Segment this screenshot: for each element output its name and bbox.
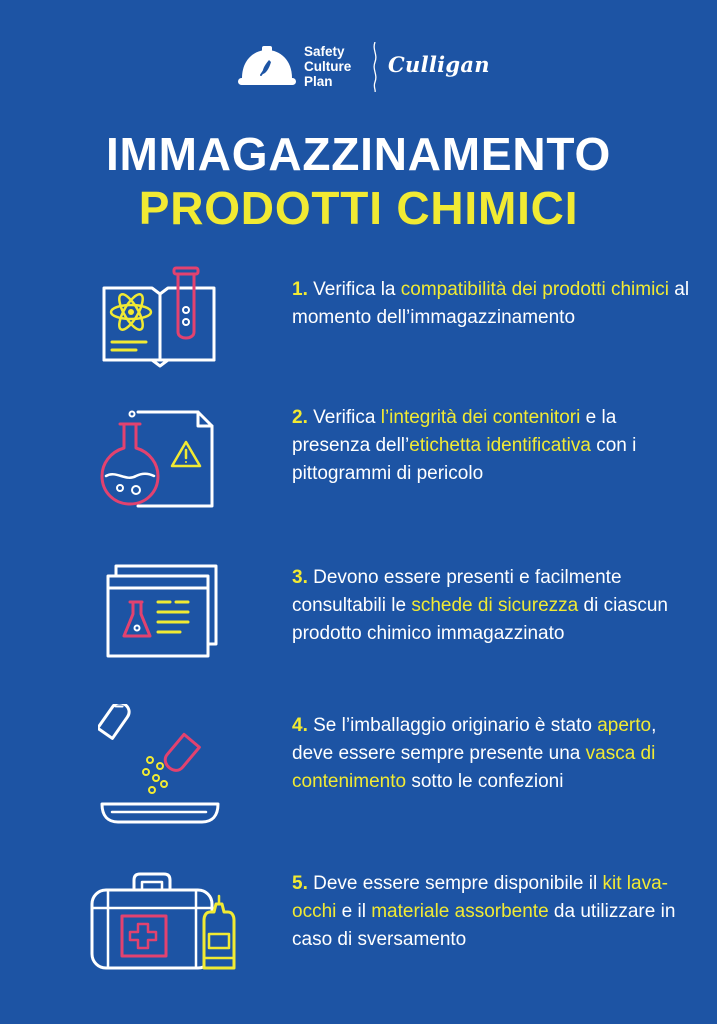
text: e la presenza dell’ [292,407,617,456]
text: sotto le confezioni [406,771,564,792]
text: di ciascun prodotto chimico immagazzinato [292,595,668,644]
highlight-text: l’integrità dei contenitori [380,407,581,428]
safety-data-sheet-icon [104,562,220,660]
highlight-text: vasca di contenimento [292,743,656,792]
title-line-2: PRODOTTI CHIMICI [138,182,579,234]
highlight-text: aperto [597,715,652,736]
flask-hazard-label-icon [96,404,220,516]
capsule-containment-tray-icon [98,704,222,834]
highlight-text: etichetta identificativa [409,435,591,456]
text: con i pittogrammi di pericolo [292,435,637,484]
item-text [292,564,692,648]
first-aid-kit-eyewash-icon [88,868,238,974]
chemistry-book-test-tube-icon [96,262,222,370]
title-line-1: IMMAGAZZINAMENTO [105,128,612,180]
highlight-text: kit lava-occhi [292,873,668,922]
brand-line-3: Plan [304,74,333,89]
item-number: 2. [292,407,314,428]
text: Deve essere sempre disponibile il [313,873,603,894]
item-text [292,276,692,332]
text: Verifica [313,407,381,428]
text: da utilizzare in caso di sversamento [292,901,676,950]
text: al momento dell’immagazzinamento [292,279,690,328]
logo-divider [370,42,380,92]
text: , deve essere sempre presente una [292,715,657,764]
brand-line-2: Culture [304,59,352,74]
safety-culture-plan-wordmark [304,44,351,89]
culligan-logo: Culligan [388,52,490,77]
highlight-text: schede di sicurezza [411,595,579,616]
item-number: 3. [292,567,314,588]
text: Devono essere presenti e facilmente consultabili le [292,567,622,616]
text: Verifica la [313,279,401,300]
text: e il [336,901,372,922]
item-text [292,712,692,796]
safety-helmet-icon [236,42,298,90]
text: Se l’imballaggio originario è stato [313,715,598,736]
item-text [292,870,692,954]
item-number: 5. [292,873,314,894]
item-number: 1. [292,279,314,300]
item-number: 4. [292,715,314,736]
header-logo [236,40,496,100]
brand-line-1: Safety [304,44,345,59]
item-text [292,404,692,488]
highlight-text: materiale assorbente [371,901,549,922]
highlight-text: compatibilità dei prodotti chimici [400,279,670,300]
